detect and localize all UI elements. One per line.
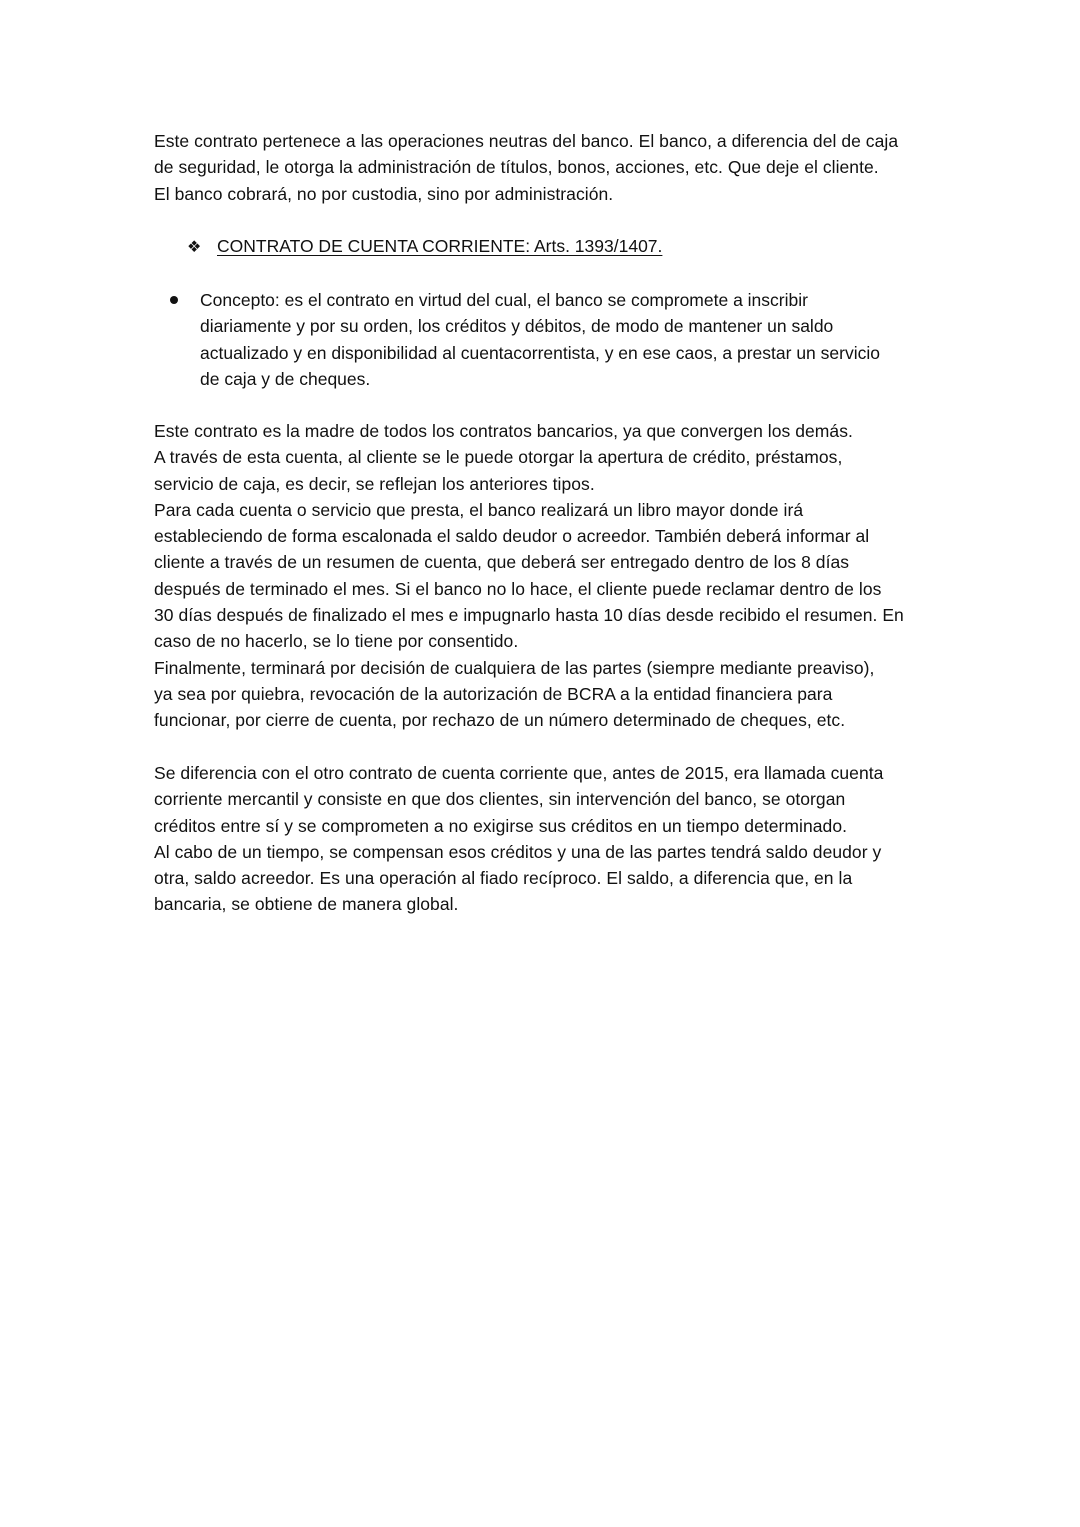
- text-line: Este contrato es la madre de todos los contratos bancarios, ya que convergen los demás.: [154, 421, 853, 441]
- section-heading: [187, 233, 662, 260]
- text-line: créditos entre sí y se comprometen a no exigirse sus créditos en un tiempo determinado.: [154, 815, 848, 836]
- text-line: corriente mercantil y consiste en que dos clientes, sin intervención del banco, se otorgan: [154, 789, 846, 810]
- text-line: de seguridad, le otorga la administración de títulos, bonos, acciones, etc. Que deje el cliente.: [154, 157, 879, 178]
- text-line: funcionar, por cierre de cuenta, por rechazo de un número determinado de cheques, etc.: [154, 710, 846, 731]
- text-line: Para cada cuenta o servicio que presta, el banco realizará un libro mayor donde irá: [154, 499, 804, 520]
- bullet-item-text: [200, 287, 930, 392]
- section-heading-text: CONTRATO DE CUENTA CORRIENTE: Arts. 1393/1407.: [217, 236, 663, 256]
- text-line: después de terminado el mes. Si el banco no lo hace, el cliente puede reclamar dentro de los: [154, 578, 882, 599]
- text-line: otra, saldo acreedor. Es una operación al fiado recíproco. El saldo, a diferencia que, en la: [154, 868, 853, 889]
- text-line: estableciendo de forma escalonada el saldo deudor o acreedor. También deberá informar al: [154, 526, 870, 547]
- text-line: Se diferencia con el otro contrato de cuenta corriente que, antes de 2015, era llamada cuenta: [154, 763, 884, 783]
- paragraph-final: [154, 760, 934, 918]
- text-line: diariamente y por su orden, los créditos y débitos, de modo de mantener un saldo: [200, 316, 834, 337]
- text-line: ya sea por quiebra, revocación de la autorización de BCRA a la entidad financiera para: [154, 683, 833, 704]
- text-line: 30 días después de finalizado el mes e impugnarlo hasta 10 días desde recibido el resumen. En: [154, 605, 904, 626]
- text-line: servicio de caja, es decir, se reflejan los anteriores tipos.: [154, 473, 595, 494]
- text-line: Este contrato pertenece a las operaciones neutras del banco. El banco, a diferencia del de caja: [154, 131, 899, 151]
- diamond-bullet-icon: ❖: [187, 237, 202, 256]
- text-line: Concepto: es el contrato en virtud del cual, el banco se compromete a inscribir: [200, 290, 808, 310]
- text-line: caso de no hacerlo, se lo tiene por consentido.: [154, 631, 519, 652]
- text-line: bancaria, se obtiene de manera global.: [154, 894, 459, 915]
- text-line: A través de esta cuenta, al cliente se le puede otorgar la apertura de crédito, préstamos,: [154, 447, 843, 468]
- text-line: actualizado y en disponibilidad al cuentacorrentista, y en ese caos, a prestar un servicio: [200, 342, 880, 363]
- text-line: de caja y de cheques.: [200, 368, 371, 389]
- bullet-dot-icon: [170, 296, 178, 304]
- text-line: Al cabo de un tiempo, se compensan esos créditos y una de las partes tendrá saldo deudor y: [154, 841, 882, 862]
- text-line: El banco cobrará, no por custodia, sino por administración.: [154, 183, 614, 204]
- text-line: Finalmente, terminará por decisión de cualquiera de las partes (siempre mediante preaviso),: [154, 657, 875, 678]
- paragraph-main: [154, 418, 934, 734]
- text-line: cliente a través de un resumen de cuenta, que deberá ser entregado dentro de los 8 días: [154, 552, 850, 573]
- paragraph-intro: [154, 128, 934, 207]
